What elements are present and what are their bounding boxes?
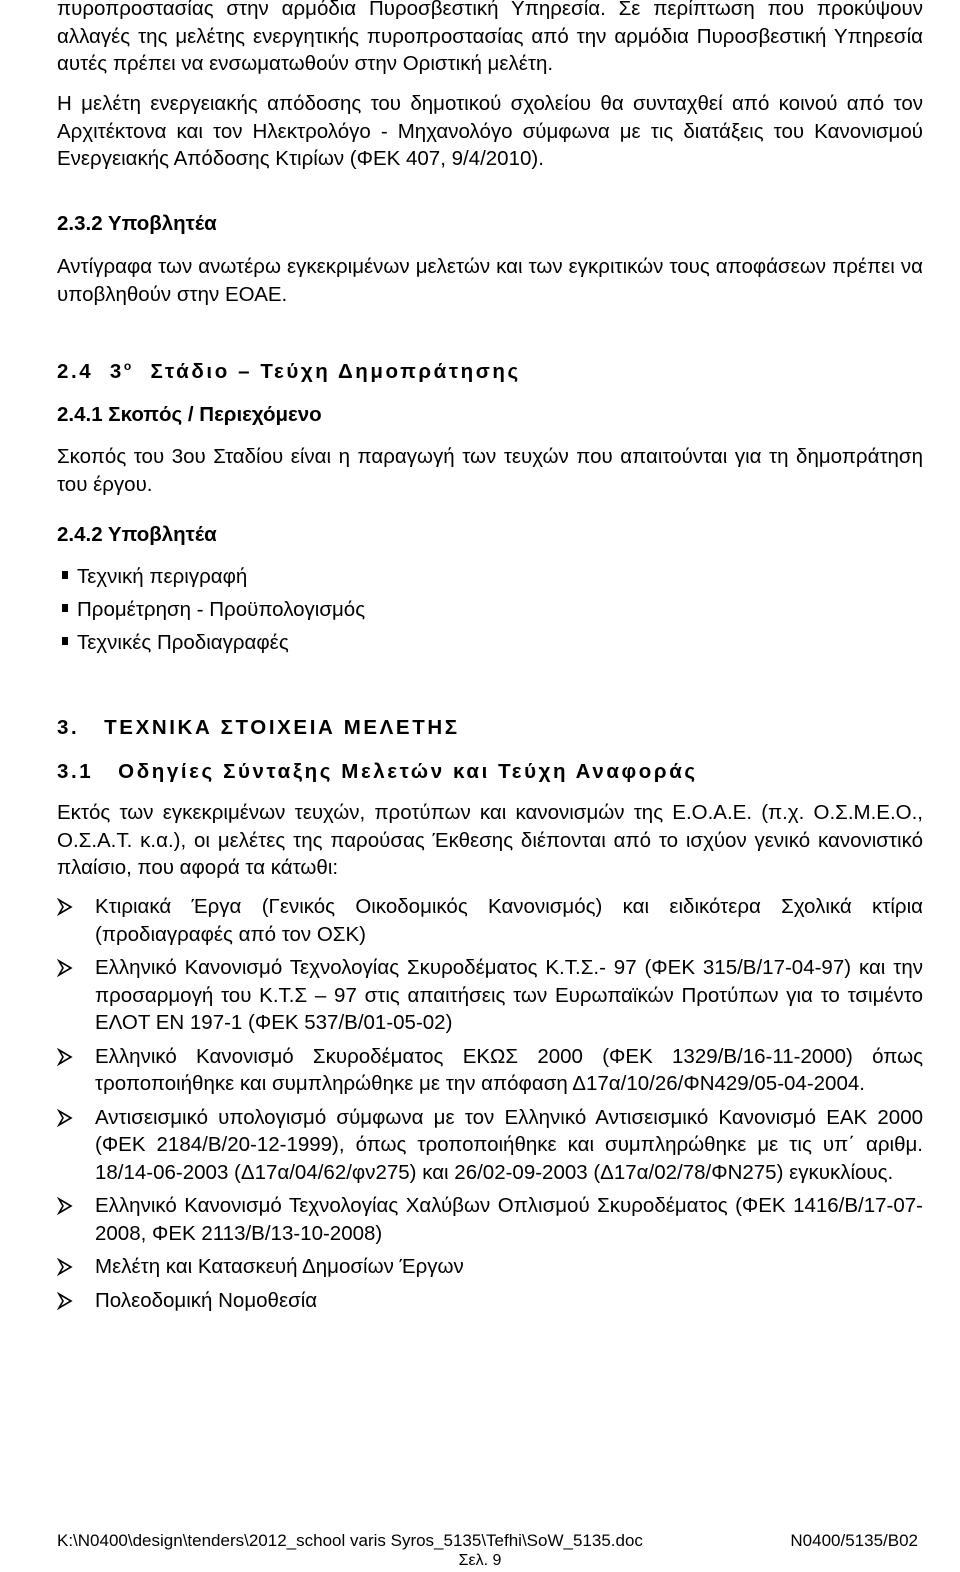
- list-item: [57, 1192, 923, 1247]
- list-item-text: Πολεοδομική Νομοθεσία: [95, 1288, 318, 1312]
- heading-2-4-ordinal: 3: [109, 359, 124, 383]
- footer-document-code: N0400/5135/B02: [790, 1531, 918, 1550]
- page-number: Σελ. 9: [458, 1552, 502, 1569]
- square-bullet-icon: [62, 604, 68, 612]
- square-bullet-icon: [62, 637, 68, 645]
- paragraph-3-1: Εκτός των εγκεκριμένων τευχών, προτύπων και κανονισμών της Ε.Ο.Α.Ε. (π.χ. Ο.Σ.Μ.Ε.Ο., Ο.Σ.Α.Τ. κ.α.), οι μελέτες της παρούσας Έκθεσης διέπονται από το ισχύον γενικό κανονιστικό πλαίσιο, που αφορά τα κάτωθι:: [57, 801, 923, 879]
- heading-3-1: 3.1 Οδηγίες Σύνταξης Μελετών και Τεύχη Αναφοράς: [57, 760, 698, 783]
- list-item: [57, 1104, 923, 1187]
- list-item: [57, 893, 923, 948]
- arrow-bullet-icon: [57, 1192, 73, 1219]
- list-item-text: Μελέτη και Κατασκευή Δημοσίων Έργων: [95, 1255, 464, 1278]
- list-item: [57, 1287, 923, 1315]
- list-item: [57, 954, 923, 1037]
- list-item-text: Αντισεισμικό υπολογισμό σύμφωνα με τον Ελληνικό Αντισεισμικό Κανονισμό ΕΑΚ 2000 (ΦΕΚ 2184/Β/20-12-1999), όπως τροποποιήθηκε και συμπληρώθηκε με τις υπ΄ αριθμ. 18/14-06-2003 (Δ17α/04/62/φν275) και 26/02-09-2003 (Δ17α/02/78/ΦΝ275) εγκυκλίους.: [95, 1105, 923, 1184]
- list-item-text: Ελληνικό Κανονισμό Σκυροδέματος ΕΚΩΣ 2000 (ΦΕΚ 1329/Β/16-11-2000) όπως τροποποιήθηκε και συμπληρώθηκε με την απόφαση Δ17α/10/26/ΦΝ429/05-04-2004.: [95, 1044, 923, 1095]
- deliverables-list: [57, 563, 923, 662]
- list-item: [57, 629, 923, 662]
- heading-2-4: [57, 359, 521, 384]
- list-item: [57, 1043, 923, 1098]
- heading-2-3-2: 2.3.2 Υποβλητέα: [57, 212, 217, 235]
- arrow-bullet-icon: [57, 1043, 73, 1070]
- list-item-text: Ελληνικό Κανονισμό Τεχνολογίας Σκυροδέματος Κ.Τ.Σ.- 97 (ΦΕΚ 315/Β/17-04-97) και την προσαρμογή του Κ.Τ.Σ – 97 στις απαιτήσεις των Ευρωπαϊκών Προτύπων για το τσιμέντο ΕΛΟΤ ΕΝ 197-1 (ΦΕΚ 537/Β/01-05-02): [95, 956, 923, 1034]
- list-item: [57, 596, 923, 629]
- footer-file-path: K:\N0400\design\tenders\2012_school varis Syros_5135\Tefhi\SoW_5135.doc: [57, 1531, 643, 1550]
- list-item-text: Προμέτρηση - Προϋπολογισμός: [77, 598, 366, 621]
- square-bullet-icon: [62, 571, 68, 579]
- paragraph-2-4-1: Σκοπός του 3ου Σταδίου είναι η παραγωγή των τευχών που απαιτούνται για τη δημοπράτηση του έργου.: [57, 445, 923, 496]
- heading-2-4-title: Στάδιο – Τεύχη Δημοπράτησης: [150, 359, 521, 383]
- arrow-bullet-icon: [57, 1253, 73, 1280]
- heading-2-4-2: 2.4.2 Υποβλητέα: [57, 523, 217, 546]
- heading-3: 3. ΤΕΧΝΙΚΑ ΣΤΟΙΧΕΙΑ ΜΕΛΕΤΗΣ: [57, 716, 460, 739]
- list-item-text: Ελληνικό Κανονισμό Τεχνολογίας Χαλύβων Οπλισμού Σκυροδέματος (ΦΕΚ 1416/Β/17-07-2008, ΦΕΚ 2113/Β/13-10-2008): [95, 1194, 923, 1245]
- arrow-bullet-icon: [57, 1104, 73, 1131]
- paragraph-energy-study: Η μελέτη ενεργειακής απόδοσης του δημοτικού σχολείου θα συνταχθεί από κοινού από τον Αρχιτέκτονα και τον Ηλεκτρολόγο - Μηχανολόγο σύμφωνα με τις διατάξεις του Κανονισμού Ενεργειακής Απόδοσης Κτιρίων (ΦΕΚ 407, 9/4/2010).: [57, 92, 923, 170]
- paragraph-fire-protection: πυροπροστασίας στην αρμόδια Πυροσβεστική Υπηρεσία. Σε περίπτωση που προκύψουν αλλαγές της μελέτης ενεργητικής πυροπροστασίας από την αρμόδια Πυροσβεστική Υπηρεσία αυτές πρέπει να ενσωματωθούν στην Οριστική μελέτη.: [57, 0, 923, 75]
- list-item-text: Κτιριακά Έργα (Γενικός Οικοδομικός Κανονισμός) και ειδικότερα Σχολικά κτίρια (προδιαγραφές από τον ΟΣΚ): [95, 895, 923, 946]
- list-item: [57, 1253, 923, 1281]
- arrow-bullet-icon: [57, 893, 73, 920]
- heading-2-4-1: 2.4.1 Σκοπός / Περιεχόμενο: [57, 403, 322, 426]
- list-item: [57, 563, 923, 596]
- heading-2-4-number: 2.4: [57, 359, 94, 383]
- arrow-bullet-icon: [57, 954, 73, 981]
- list-item-text: Τεχνικές Προδιαγραφές: [77, 631, 289, 654]
- regulations-list: [57, 893, 923, 1314]
- list-item-text: Τεχνική περιγραφή: [77, 565, 248, 588]
- arrow-bullet-icon: [57, 1287, 73, 1314]
- paragraph-2-3-2: Αντίγραφα των ανωτέρω εγκεκριμένων μελετών και των εγκριτικών τους αποφάσεων πρέπει να υποβληθούν στην ΕΟΑΕ.: [57, 255, 923, 306]
- heading-2-4-ordinal-sup: ο: [123, 359, 134, 373]
